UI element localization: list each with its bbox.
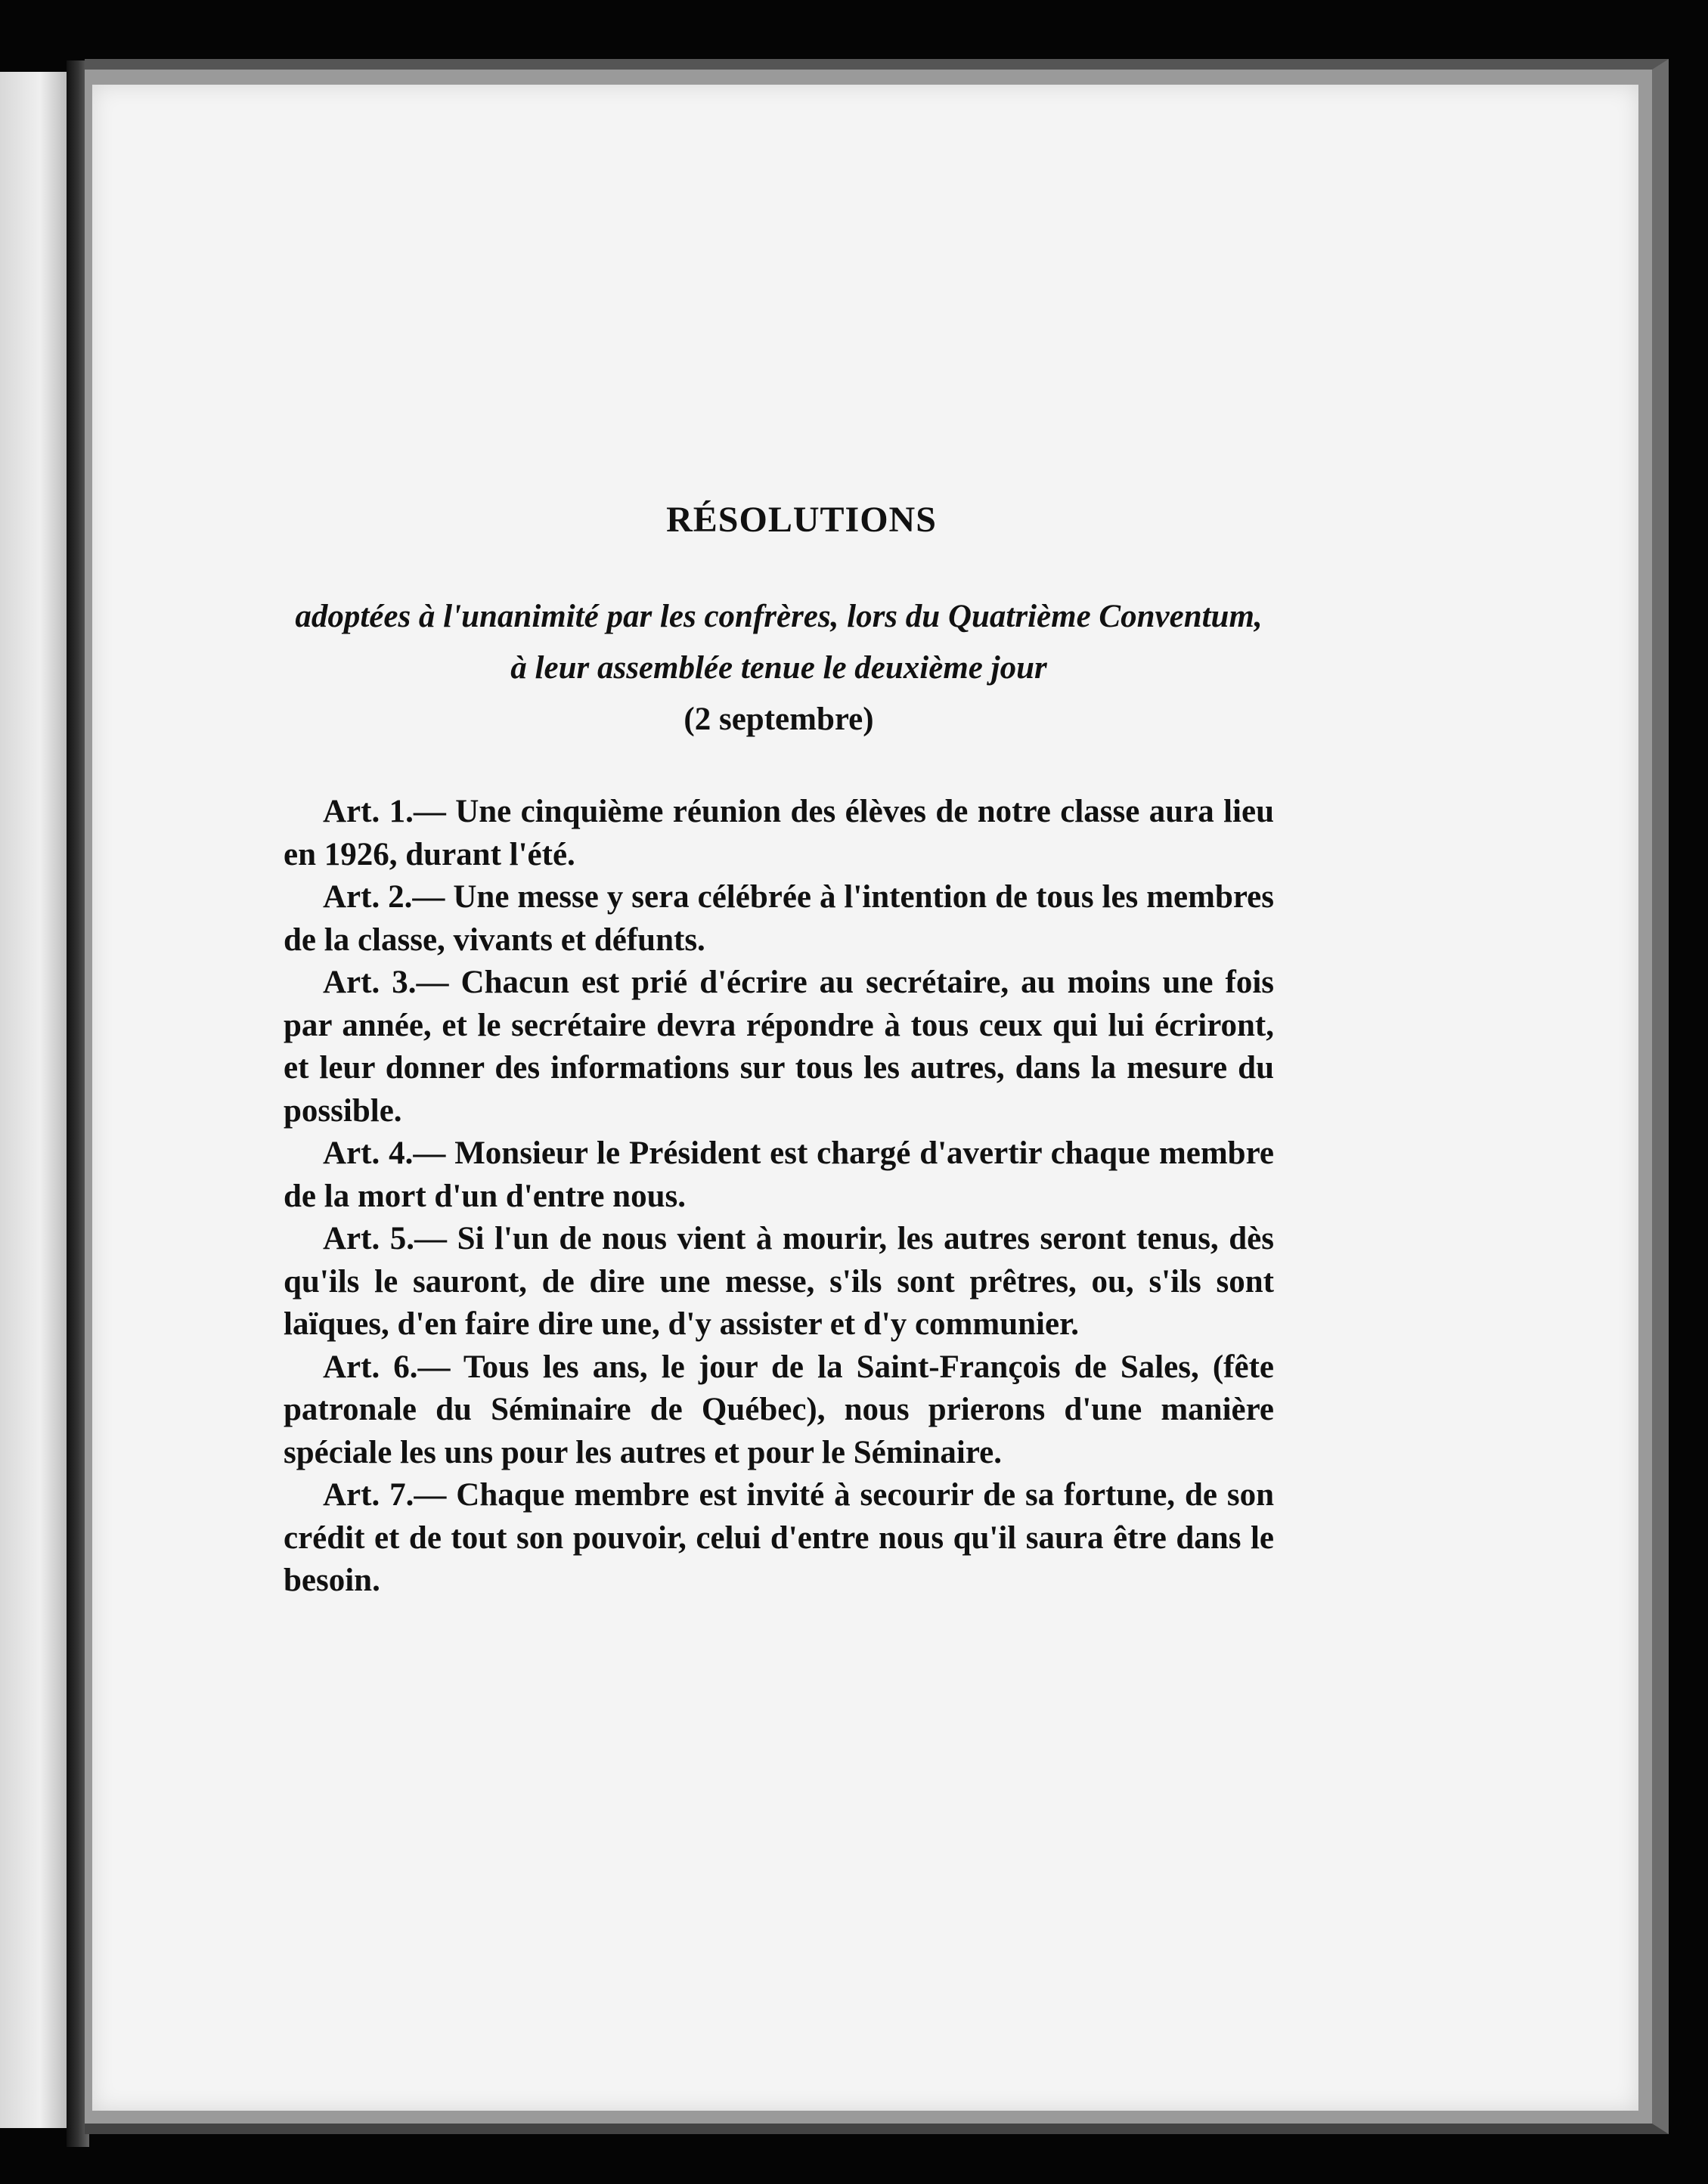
articles-list bbox=[284, 791, 1274, 1603]
article-label: Art. 3.— bbox=[323, 965, 449, 1000]
article-text: Chacun est prié d'écrire au secrétaire, au moins une fois par année, et le secrétaire devra répondre à tous ceux qui lui écriront, et leur donner des informations sur tous les autres, dans la mesure du possible. bbox=[284, 965, 1274, 1129]
article-text: Tous les ans, le jour de la Saint-François de Sales, (fête patronale du Séminaire de Québec), nous prierons d'une manière spéciale les uns pour les autres et pour le Séminaire. bbox=[284, 1349, 1274, 1470]
resolutions-text bbox=[284, 484, 1274, 1603]
page-title: RÉSOLUTIONS bbox=[666, 500, 937, 540]
article-text: Une messe y sera célébrée à l'intention de tous les membres de la classe, vivants et défunts. bbox=[284, 879, 1274, 958]
article-1 bbox=[284, 791, 1274, 876]
article-5 bbox=[284, 1218, 1274, 1346]
article-text: Si l'un de nous vient à mourir, les autres seront tenus, dès qu'ils le sauront, de dire une messe, s'ils sont prêtres, ou, s'ils sont laïques, d'en faire dire une, d'y assister et d'y communier. bbox=[284, 1221, 1274, 1342]
article-label: Art. 6.— bbox=[323, 1349, 451, 1385]
article-label: Art. 7.— bbox=[323, 1477, 447, 1513]
article-4 bbox=[284, 1132, 1274, 1218]
subtitle-date: (2 septembre) bbox=[684, 702, 874, 737]
article-2 bbox=[284, 876, 1274, 962]
article-text: Une cinquième réunion des élèves de notre classe aura lieu en 1926, durant l'été. bbox=[284, 794, 1274, 872]
article-label: Art. 5.— bbox=[323, 1221, 448, 1256]
article-text: Chaque membre est invité à secourir de sa fortune, de son crédit et de tout son pouvoir, celui d'entre nous qu'il saura être dans le besoin. bbox=[284, 1477, 1274, 1598]
facing-page-edge bbox=[0, 72, 71, 2128]
article-7 bbox=[284, 1474, 1274, 1603]
subtitle: adoptées à l'unanimité par les confrères, lors du Quatrième Conventum, à leur assemblée tenue le deuxième jour bbox=[295, 599, 1263, 686]
article-6 bbox=[284, 1346, 1274, 1475]
article-label: Art. 2.— bbox=[323, 879, 445, 915]
article-label: Art. 4.— bbox=[323, 1135, 446, 1171]
article-3 bbox=[284, 962, 1274, 1132]
article-text: Monsieur le Président est chargé d'avertir chaque membre de la mort d'un d'entre nous. bbox=[284, 1135, 1274, 1214]
article-label: Art. 1.— bbox=[323, 794, 446, 829]
